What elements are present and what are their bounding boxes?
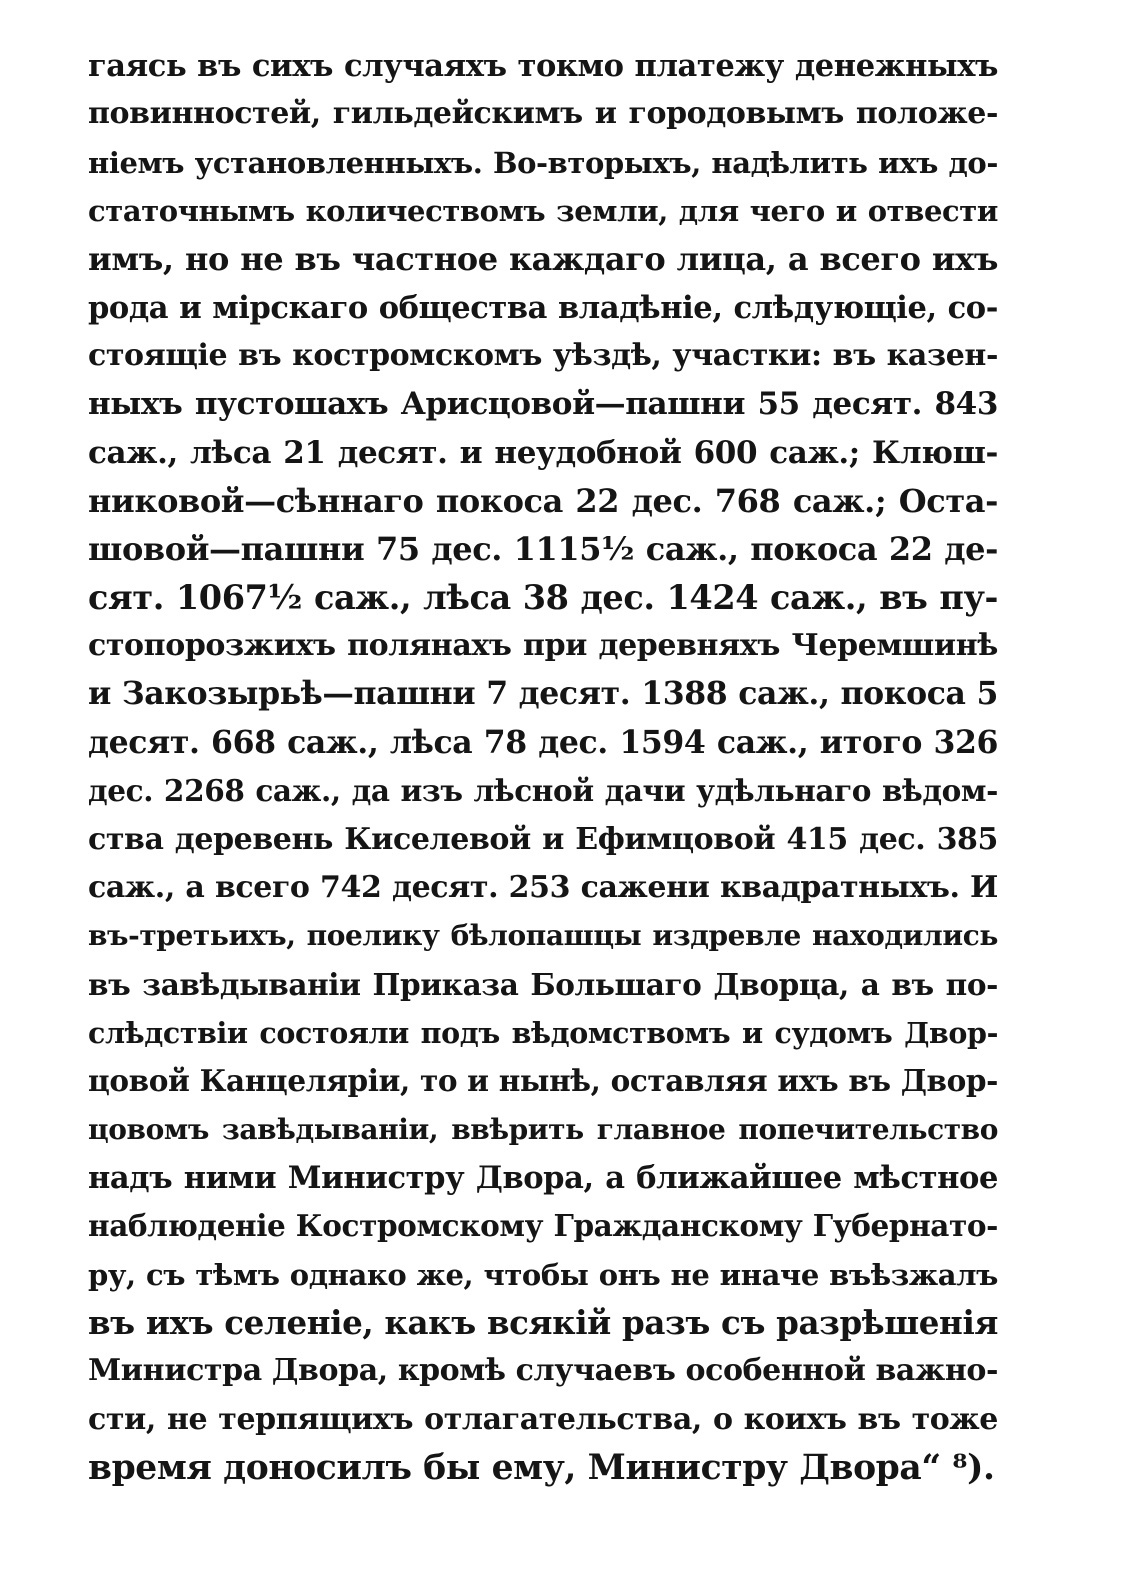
text-line: и Закозырьѣ—пашни 7 десят. 1388 саж., покоса 5 [88, 675, 998, 713]
text-line: ныхъ пустошахъ Арисцовой—пашни 55 десят. 843 [88, 386, 998, 423]
body-text [88, 42, 998, 1492]
text-line: ру, съ тѣмъ однако же, чтобы онъ не иначе въѣзжалъ [88, 1257, 998, 1292]
text-line: гаясь въ сихъ случаяхъ токмо платежу денежныхъ [88, 48, 998, 84]
text-line: наблюденіе Костромскому Гражданскому Губернато- [88, 1208, 998, 1244]
text-line: въ ихъ селеніе, какъ всякій разъ съ разрѣшенія [88, 1302, 998, 1342]
text-line: стоящіе въ костромскомъ уѣздѣ, участки: въ казен- [88, 338, 998, 374]
text-line: повинностей, гильдейскимъ и городовымъ положе- [88, 96, 998, 132]
text-line: ства деревень Киселевой и Ефимцовой 415 дес. 385 [88, 821, 998, 857]
text-line: никовой—сѣннаго покоса 22 дес. 768 саж.; Оста- [88, 482, 998, 521]
text-line: имъ, но не въ частное каждаго лица, а всего ихъ [88, 240, 998, 279]
text-line: сти, не терпящихъ отлагательства, о коихъ въ тоже [88, 1401, 998, 1437]
text-line: ніемъ установленныхъ. Во-вторыхъ, надѣлить ихъ до- [88, 145, 998, 180]
text-line: рода и мірскаго общества владѣніе, слѣдующіе, со- [88, 289, 998, 326]
text-line: шовой—пашни 75 дес. 1115½ саж., покоса 22 де- [88, 530, 998, 569]
text-line: цовой Канцеляріи, то и нынѣ, оставляя ихъ въ Двор- [88, 1063, 998, 1099]
text-line: сят. 1067½ саж., лѣса 38 дес. 1424 саж., въ пу- [88, 577, 998, 617]
text-line: цовомъ завѣдываніи, ввѣрить главное попечительство [88, 1112, 998, 1146]
text-line: въ завѣдываніи Приказа Большаго Дворца, а въ по- [88, 966, 998, 1002]
text-line: саж., а всего 742 десят. 253 сажени квадратныхъ. И [88, 869, 998, 905]
text-line: надъ ними Министру Двора, а ближайшее мѣстное [88, 1159, 998, 1196]
text-line: время доносилъ бы ему, Министру Двора“ ⁸). [88, 1447, 995, 1488]
text-line: Министра Двора, кромѣ случаевъ особенной важно- [88, 1353, 998, 1389]
text-line: дес. 2268 саж., да изъ лѣсной дачи удѣльнаго вѣдом- [88, 773, 998, 809]
text-line: стопорозжихъ полянахъ при деревняхъ Черемшинѣ [88, 628, 998, 664]
text-line: саж., лѣса 21 десят. и неудобной 600 саж.; Клюш- [88, 434, 998, 471]
text-line: слѣдствіи состояли подъ вѣдомствомъ и судомъ Двор- [88, 1015, 998, 1050]
text-line: статочнымъ количествомъ земли, для чего и отвести [88, 194, 998, 229]
text-line: въ-третьихъ, поелику бѣлопашцы издревле находились [88, 919, 998, 953]
text-line: десят. 668 саж., лѣса 78 дес. 1594 саж., итого 326 [88, 723, 998, 761]
